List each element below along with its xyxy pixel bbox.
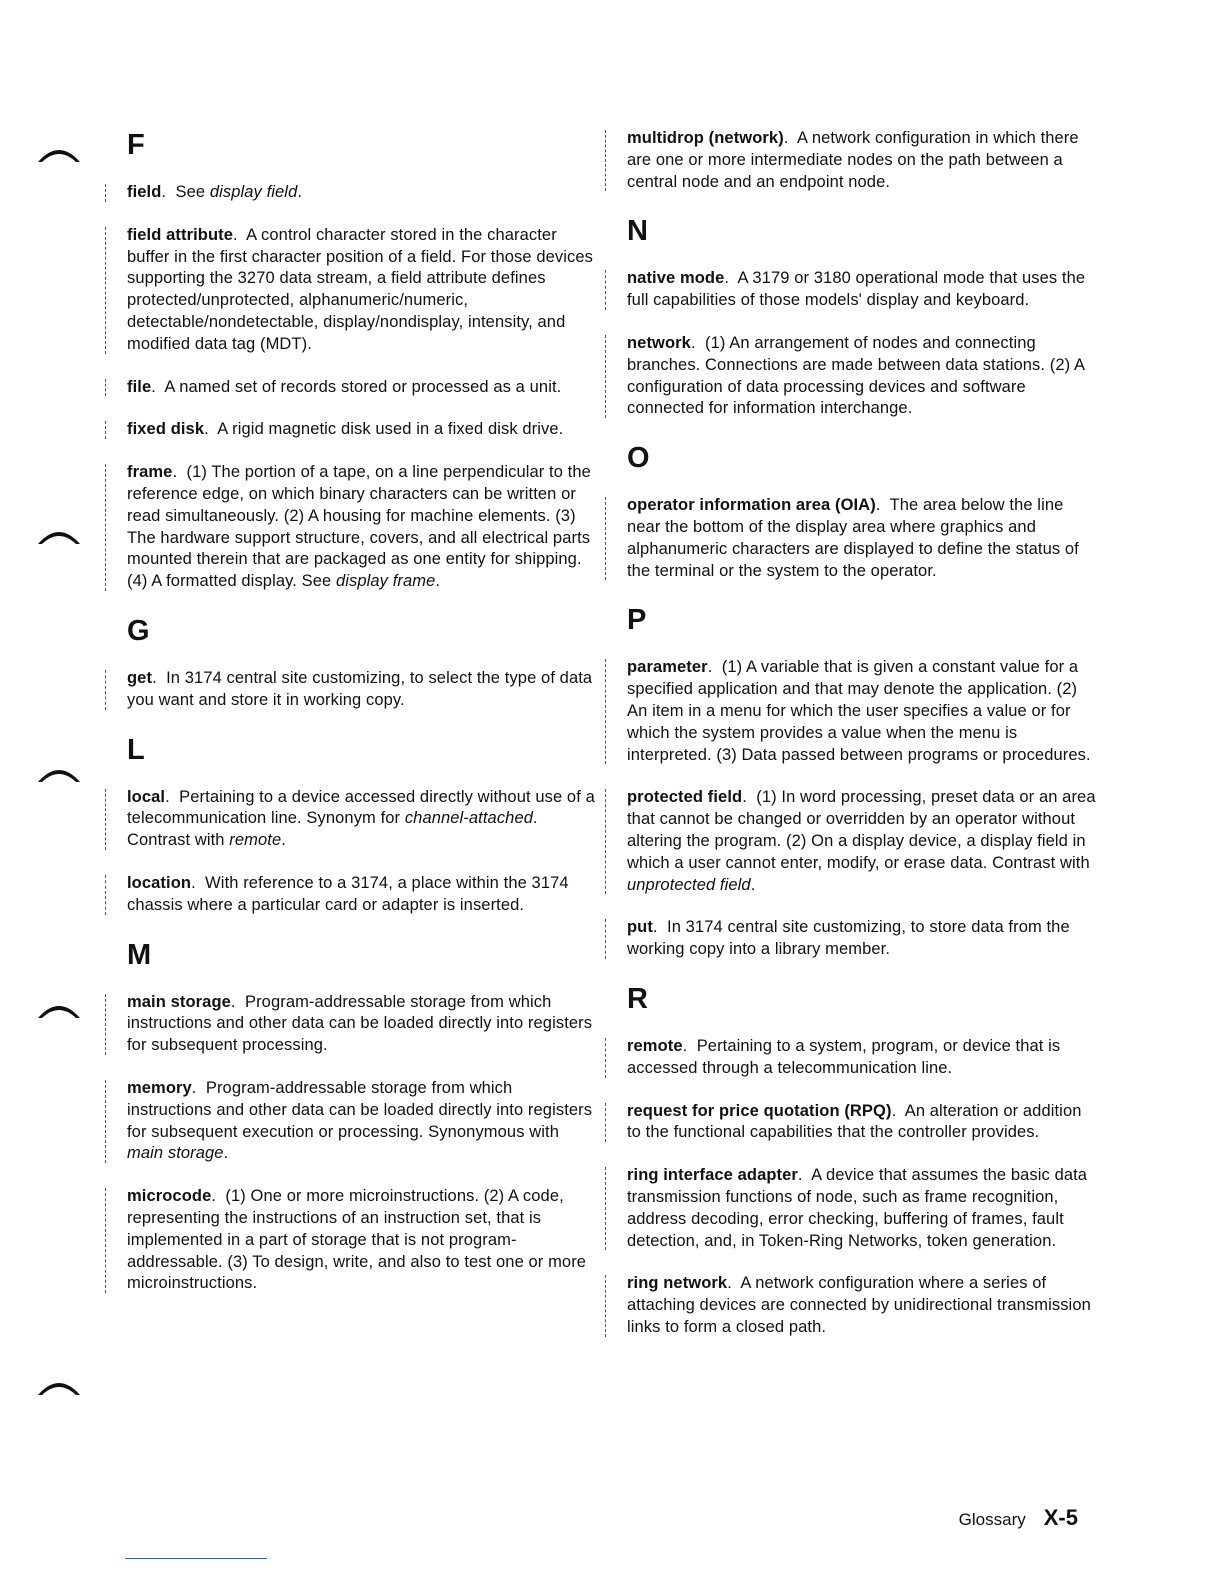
glossary-entry: network. (1) An arrangement of nodes and connecting branches. Connections are made between data stations. (2) A configuration of data processing devices and software connected for information interchange. bbox=[627, 333, 1097, 420]
page-footer bbox=[959, 1505, 1078, 1531]
definition-text: A device that assumes the basic data transmission functions of node, such as frame recognition, address decoding, error checking, buffering of frames, fault detection, and, in Token-Ring Networks, token generation. bbox=[627, 1166, 1088, 1250]
glossary-section bbox=[627, 603, 1097, 961]
glossary-entry: field attribute. A control character stored in the character buffer in the first character position of a field. For those devices supporting the 3270 data stream, a field attribute defines protected/unprotected, alphanumeric/numeric, detectable/nondetectable, display/nondisplay, intensity, and modified data tag (MDT). bbox=[127, 225, 597, 356]
glossary-term: ring interface adapter bbox=[627, 1166, 798, 1185]
glossary-section bbox=[627, 214, 1097, 420]
section-letter-heading: O bbox=[627, 442, 650, 475]
definition-text: . Contrast with bbox=[127, 809, 538, 850]
definition-text: A 3179 or 3180 operational mode that uses the full capabilities of those models' display and keyboard. bbox=[627, 269, 1086, 310]
glossary-term: main storage bbox=[127, 992, 231, 1011]
cross-reference-term: unprotected field bbox=[627, 875, 751, 894]
binder-hole-icon bbox=[36, 1375, 82, 1397]
definition-text: (1) An arrangement of nodes and connecting branches. Connections are made between data stations. (2) A configuration of data processing devices and software connected for information interchange. bbox=[627, 333, 1085, 418]
cross-reference-term: display frame bbox=[335, 572, 436, 591]
revision-bar bbox=[605, 1038, 606, 1078]
glossary-term: location bbox=[127, 873, 192, 892]
glossary-section bbox=[127, 733, 597, 917]
binder-hole-icon bbox=[36, 142, 82, 164]
revision-bar bbox=[105, 670, 106, 710]
glossary-left-column bbox=[127, 128, 597, 1316]
section-letter-heading: L bbox=[127, 733, 145, 766]
glossary-term: get bbox=[127, 668, 153, 687]
glossary-entry: put. In 3174 central site customizing, to store data from the working copy into a library member. bbox=[627, 917, 1097, 961]
glossary-section bbox=[627, 982, 1097, 1339]
definition-text: (1) The portion of a tape, on a line perpendicular to the reference edge, on which binary characters can be written or read simultaneously. (2) A housing for machine elements. (3) The hardware support structure, covers, and all electrical parts mounted therein that are packaged as one entity for shipping. (4) A formatted display. See bbox=[127, 463, 591, 591]
definition-text: The area below the line near the bottom of the display area where graphics and alphanumeric characters are displayed to define the status of the terminal or the system to the operator. bbox=[627, 496, 1079, 580]
revision-bar bbox=[605, 497, 606, 580]
section-letter-heading: G bbox=[127, 614, 150, 647]
definition-text: (1) In word processing, preset data or an area that cannot be changed or overridden by an operator without altering the program. (2) On a display device, a display field in which a user cannot enter, modify, or erase data. Contrast with bbox=[627, 788, 1096, 872]
revision-bar bbox=[605, 1103, 606, 1143]
definition-text: . bbox=[281, 831, 286, 850]
definition-text: (1) One or more microinstructions. (2) A code, representing the instructions of an instruction set, that is implemented in a part of storage that is not program-addressable. (3) To design, write, and also to test one or more microinstructions. bbox=[127, 1187, 587, 1293]
revision-bar bbox=[105, 184, 106, 202]
section-letter-heading: R bbox=[627, 982, 648, 1015]
revision-bar bbox=[105, 1080, 106, 1163]
glossary-term: remote bbox=[627, 1036, 683, 1055]
glossary-term: file bbox=[127, 377, 152, 396]
definition-text: With reference to a 3174, a place within the 3174 chassis where a particular card or adapter is inserted. bbox=[127, 873, 569, 914]
revision-bar bbox=[105, 789, 106, 850]
revision-bar bbox=[605, 919, 606, 959]
glossary-entry: location. With reference to a 3174, a place within the 3174 chassis where a particular card or adapter is inserted. bbox=[127, 873, 597, 917]
cross-reference-term: display field bbox=[209, 183, 298, 201]
definition-text: See bbox=[175, 183, 210, 201]
bottom-rule bbox=[125, 1558, 267, 1559]
glossary-entry: remote. Pertaining to a system, program, or device that is accessed through a telecommunication line. bbox=[627, 1036, 1097, 1080]
glossary-term: native mode bbox=[627, 269, 725, 288]
section-letter-heading: F bbox=[127, 129, 145, 161]
revision-bar bbox=[105, 464, 106, 591]
glossary-right-column bbox=[627, 128, 1097, 1360]
cross-reference-term: main storage bbox=[127, 1144, 224, 1163]
revision-bar bbox=[605, 270, 606, 310]
binder-hole-icon bbox=[36, 524, 82, 546]
glossary-term: fixed disk bbox=[127, 420, 205, 439]
glossary-entry: local. Pertaining to a device accessed directly without use of a telecommunication line. Synonym for channel-attached. Contrast with remote. bbox=[127, 787, 597, 852]
glossary-term: memory bbox=[127, 1078, 192, 1097]
definition-text: . bbox=[750, 875, 756, 894]
section-letter-heading: P bbox=[627, 604, 647, 637]
glossary-entry: field. See display field. bbox=[127, 182, 597, 204]
definition-text: . bbox=[223, 1144, 229, 1163]
revision-bar bbox=[105, 875, 106, 915]
glossary-entry: parameter. (1) A variable that is given a constant value for a specified application and that may denote the application. (2) An item in a menu for which the user specifies a value or for which the system provides a value when the menu is interpreted. (3) Data passed between programs or procedures. bbox=[627, 657, 1097, 766]
definition-text: . bbox=[297, 183, 303, 201]
definition-text: Program-addressable storage from which instructions and other data can be loaded directly into registers for subsequent execution or processing. Synonymous with bbox=[127, 1078, 593, 1141]
definition-text: A named set of records stored or processed as a unit. bbox=[164, 377, 562, 396]
glossary-entry: main storage. Program-addressable storage from which instructions and other data can be loaded directly into registers for subsequent processing. bbox=[127, 992, 597, 1057]
definition-text: Pertaining to a device accessed directly without use of a telecommunication line. Synonym for bbox=[127, 787, 595, 828]
definition-text: An alteration or addition to the functional capabilities that the controller provides. bbox=[627, 1101, 1082, 1142]
glossary-term: protected field bbox=[627, 788, 743, 807]
glossary-term: request for price quotation (RPQ) bbox=[627, 1101, 892, 1120]
definition-text: In 3174 central site customizing, to select the type of data you want and store it in working copy. bbox=[127, 668, 593, 709]
glossary-entry: frame. (1) The portion of a tape, on a line perpendicular to the reference edge, on which binary characters can be written or read simultaneously. (2) A housing for machine elements. (3) The hardware support structure, covers, and all electrical parts mounted therein that are packaged as one entity for shipping. (4) A formatted display. See display frame. bbox=[127, 462, 597, 593]
definition-text: A control character stored in the character buffer in the first character position of a field. For those devices supporting the 3270 data stream, a field attribute defines protected/unprotected, alphanumeric/numeric, detectable/nondetectable, display/nondisplay, intensity, and modified data tag (MDT). bbox=[127, 225, 593, 353]
revision-bar bbox=[105, 379, 106, 397]
glossary-term: field attribute bbox=[127, 225, 234, 244]
definition-text: A rigid magnetic disk used in a fixed disk drive. bbox=[217, 420, 564, 439]
cross-reference-term: channel-attached bbox=[404, 809, 534, 828]
revision-bar bbox=[105, 994, 106, 1055]
definition-text: (1) A variable that is given a constant value for a specified application and that may denote the application. (2) An item in a menu for which the user specifies a value or for which the system provides a value when the menu is interpreted. (3) Data passed between programs or procedures. bbox=[627, 658, 1091, 764]
glossary-term: ring network bbox=[627, 1274, 728, 1293]
glossary-term: operator information area (OIA) bbox=[627, 496, 876, 515]
definition-text: A network configuration in which there are one or more intermediate nodes on the path between a central node and an endpoint node. bbox=[627, 129, 1079, 191]
revision-bar bbox=[105, 421, 106, 439]
revision-bar bbox=[105, 227, 106, 354]
revision-bar bbox=[605, 335, 606, 418]
revision-bar bbox=[605, 659, 606, 764]
definition-text: A network configuration where a series of attaching devices are connected by unidirectional transmission links to form a closed path. bbox=[627, 1274, 1091, 1336]
glossary-entry: protected field. (1) In word processing, preset data or an area that cannot be changed or overridden by an operator without altering the program. (2) On a display device, a display field in which a user cannot enter, modify, or erase data. Contrast with unprotected field. bbox=[627, 787, 1097, 896]
glossary-term: field bbox=[127, 183, 162, 201]
definition-text: Program-addressable storage from which instructions and other data can be loaded directly into registers for subsequent processing. bbox=[127, 992, 593, 1055]
revision-bar bbox=[605, 789, 606, 894]
glossary-entry: microcode. (1) One or more microinstructions. (2) A code, representing the instructions of an instruction set, that is implemented in a part of storage that is not program-addressable. (3) To design, write, and also to test one or more microinstructions. bbox=[127, 1186, 597, 1295]
glossary-entry: multidrop (network). A network configuration in which there are one or more intermediate nodes on the path between a central node and an endpoint node. bbox=[627, 128, 1097, 193]
glossary-entry: get. In 3174 central site customizing, to select the type of data you want and store it in working copy. bbox=[127, 668, 597, 712]
revision-bar bbox=[605, 130, 606, 191]
revision-bar bbox=[605, 1167, 606, 1250]
glossary-term: network bbox=[627, 333, 691, 352]
binder-hole-icon bbox=[36, 762, 82, 784]
revision-bar bbox=[105, 1188, 106, 1293]
glossary-term: microcode bbox=[127, 1187, 212, 1206]
glossary-entry: operator information area (OIA). The area below the line near the bottom of the display area where graphics and alphanumeric characters are displayed to define the status of the terminal or the system to the operator. bbox=[627, 495, 1097, 582]
glossary-term: local bbox=[127, 787, 166, 806]
definition-text: In 3174 central site customizing, to store data from the working copy into a library member. bbox=[627, 918, 1070, 959]
glossary-entry: native mode. A 3179 or 3180 operational mode that uses the full capabilities of those models' display and keyboard. bbox=[627, 268, 1097, 312]
cross-reference-term: remote bbox=[229, 831, 282, 850]
glossary-entry: ring network. A network configuration where a series of attaching devices are connected by unidirectional transmission links to form a closed path. bbox=[627, 1273, 1097, 1338]
glossary-term: frame bbox=[127, 463, 173, 482]
section-letter-heading: M bbox=[127, 938, 152, 971]
glossary-section bbox=[127, 614, 597, 712]
page-number: X-5 bbox=[1043, 1505, 1078, 1530]
revision-bar bbox=[605, 1275, 606, 1336]
footer-section-label: Glossary bbox=[958, 1510, 1026, 1529]
glossary-term: multidrop (network) bbox=[627, 129, 784, 147]
glossary-section bbox=[127, 128, 597, 593]
glossary-term: put bbox=[627, 918, 653, 937]
glossary-section bbox=[627, 128, 1097, 193]
glossary-term: parameter bbox=[627, 658, 708, 677]
glossary-entry: fixed disk. A rigid magnetic disk used in a fixed disk drive. bbox=[127, 419, 597, 441]
glossary-entry: file. A named set of records stored or processed as a unit. bbox=[127, 377, 597, 399]
section-letter-heading: N bbox=[627, 215, 648, 248]
definition-text: . bbox=[435, 572, 441, 591]
glossary-section bbox=[627, 441, 1097, 582]
binder-hole-icon bbox=[36, 998, 82, 1020]
definition-text: Pertaining to a system, program, or device that is accessed through a telecommunication line. bbox=[627, 1036, 1061, 1077]
glossary-section bbox=[127, 938, 597, 1296]
glossary-entry: ring interface adapter. A device that assumes the basic data transmission functions of node, such as frame recognition, address decoding, error checking, buffering of frames, fault detection, and, in Token-Ring Networks, token generation. bbox=[627, 1165, 1097, 1252]
glossary-entry: request for price quotation (RPQ). An alteration or addition to the functional capabilities that the controller provides. bbox=[627, 1101, 1097, 1145]
glossary-entry: memory. Program-addressable storage from which instructions and other data can be loaded directly into registers for subsequent execution or processing. Synonymous with main storage. bbox=[127, 1078, 597, 1165]
